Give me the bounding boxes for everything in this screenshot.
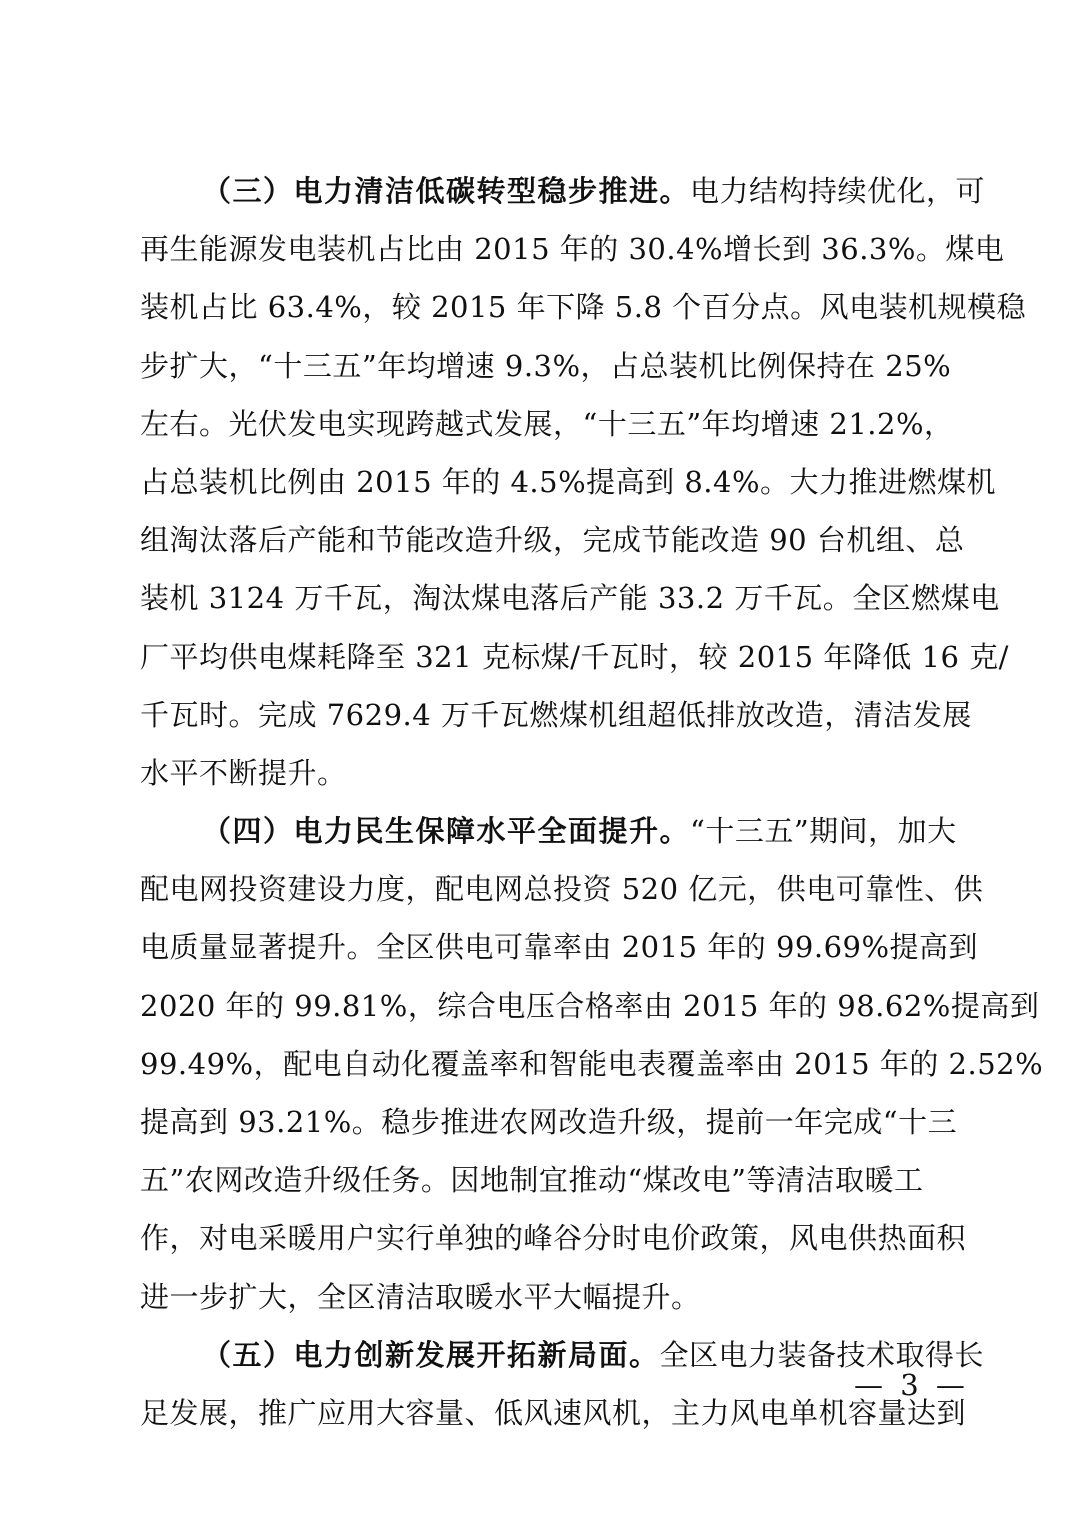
text-line: 电力结构持续优化，可 [690,174,986,208]
text-line: 作，对电采暖用户实行单独的峰谷分时电价政策，风电供热面积 [140,1221,967,1256]
text-line: 五”农网改造升级任务。因地制宜推动“煤改电”等清洁取暖工 [140,1163,924,1198]
paragraph-clean-low-carbon [140,162,1027,802]
text-line: 步扩大，“十三五”年均增速 9.3%，占总装机比例保持在 25% [140,348,952,383]
text-line: 足发展，推广应用大容量、低风速风机，主力风电单机容量达到 [140,1395,967,1430]
text-line: 组淘汰落后产能和节能改造升级，完成节能改造 90 台机组、总 [140,523,965,558]
text-line: 水平不断提升。 [140,755,347,790]
paragraph-innovation [140,1326,985,1442]
text-line: “十三五”期间，加大 [690,814,957,849]
text-line: 千瓦时。完成 7629.4 万千瓦燃煤机组超低排放改造，清洁发展 [140,697,972,732]
text-line: 电质量显著提升。全区供电可靠率由 2015 年的 99.69%提高到 [140,930,979,965]
paragraph-first-line [140,802,957,860]
text-line: 99.49%，配电自动化覆盖率和智能电表覆盖率由 2015 年的 2.52% [140,1046,1044,1081]
text-line: 左右。光伏发电实现跨越式发展，“十三五”年均增速 21.2%， [140,406,954,441]
paragraph-first-line [140,162,986,220]
text-line: 进一步扩大，全区清洁取暖水平大幅提升。 [140,1279,701,1314]
document-body [140,162,1044,1442]
text-line: 装机 3124 万千瓦，淘汰煤电落后产能 33.2 万千瓦。全区燃煤电 [140,581,1000,616]
section-heading: （四）电力民生保障水平全面提升。 [202,814,691,849]
page-number: — 3 — [854,1368,969,1402]
text-line: 全区电力装备技术取得长 [659,1337,985,1372]
text-line: 2020 年的 99.81%，综合电压合格率由 2015 年的 98.62%提高到 [140,988,1040,1023]
section-heading: （三）电力清洁低碳转型稳步推进。 [202,174,691,208]
paragraph-first-line [140,1326,985,1384]
text-line: 再生能源发电装机占比由 2015 年的 30.4%增长到 36.3%。煤电 [140,232,1005,267]
text-line: 配电网投资建设力度，配电网总投资 520 亿元，供电可靠性、供 [140,872,984,907]
text-line: 装机占比 63.4%，较 2015 年下降 5.8 个百分点。风电装机规模稳 [140,290,1027,325]
section-heading: （五）电力创新发展开拓新局面。 [202,1337,660,1372]
paragraph-livelihood-security [140,802,1044,1326]
text-line: 厂平均供电煤耗降至 321 克标煤/千瓦时，较 2015 年降低 16 克/ [140,639,1009,674]
text-line: 提高到 93.21%。稳步推进农网改造升级，提前一年完成“十三 [140,1105,958,1139]
text-line: 占总装机比例由 2015 年的 4.5%提高到 8.4%。大力推进燃煤机 [140,464,997,499]
